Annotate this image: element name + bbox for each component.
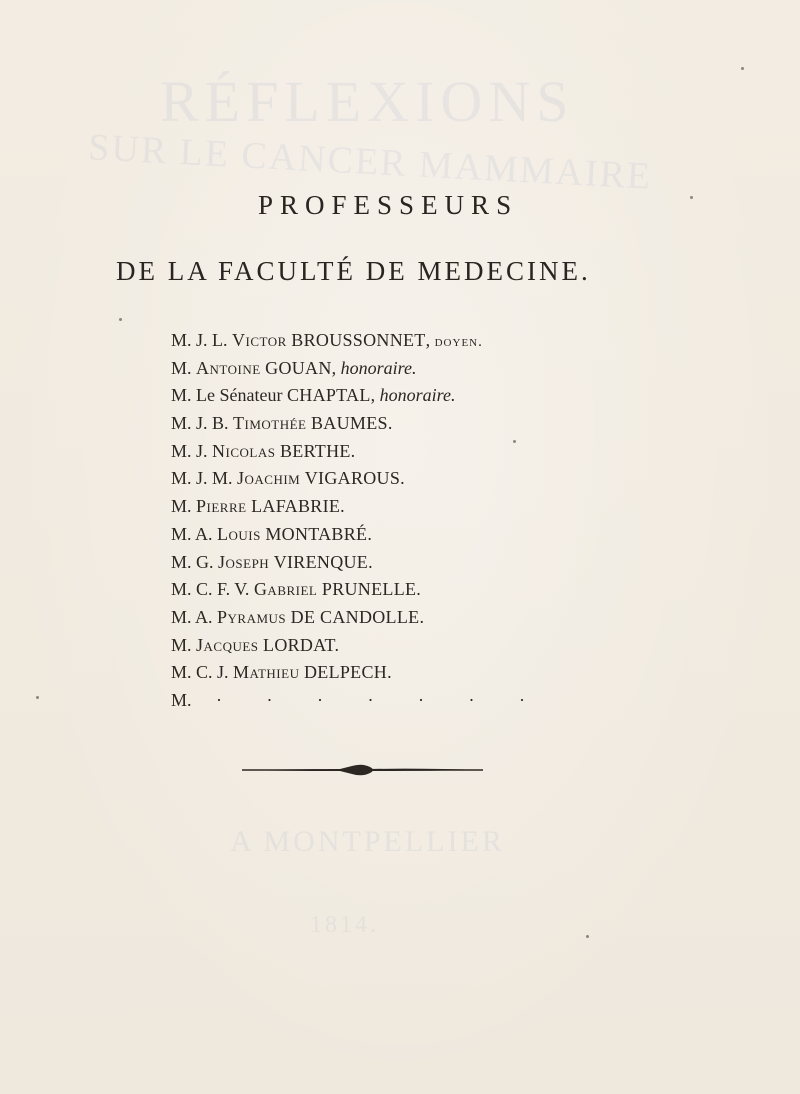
surname: CHAPTAL — [286, 385, 371, 406]
surname: VIRENQUE. — [273, 551, 373, 572]
name-prefix: M. A. — [171, 606, 213, 627]
name-prefix: M. J. — [171, 440, 208, 461]
surname: GOUAN — [265, 357, 332, 378]
list-item — [171, 687, 545, 715]
given-name: Antoine — [196, 357, 261, 378]
list-item — [171, 327, 545, 355]
page-title: PROFESSEURS — [258, 190, 519, 220]
given-name: Mathieu — [233, 662, 300, 683]
comma: , — [425, 330, 435, 350]
surname: DE CANDOLLE. — [290, 606, 425, 627]
list-item — [171, 438, 545, 466]
list-item — [171, 632, 545, 660]
surname: VIGAROUS. — [304, 468, 405, 489]
paper-speck — [513, 440, 516, 443]
bleed-through-text: 1814. — [310, 912, 379, 938]
name-prefix: M. J. L. — [171, 330, 228, 350]
surname: MONTABRÉ. — [265, 523, 373, 544]
placeholder-dots: · · · · · · · — [216, 689, 545, 710]
paper-speck — [36, 696, 39, 699]
paper-speck — [586, 935, 589, 938]
surname: PRUNELLE. — [321, 579, 422, 600]
comma: , — [331, 357, 341, 378]
name-prefix: M. — [171, 689, 192, 710]
surname: BAUMES. — [311, 413, 393, 434]
paper-speck — [119, 318, 122, 321]
comma: , — [370, 385, 380, 406]
professor-list — [171, 327, 545, 715]
name-prefix: M. — [171, 496, 192, 517]
surname: LORDAT. — [263, 634, 340, 655]
bleed-through-text: A MONTPELLIER — [230, 825, 505, 858]
bleed-through-text: RÉFLEXIONS — [160, 69, 575, 134]
name-prefix: M. Le Sénateur — [171, 385, 283, 406]
paper-speck — [741, 67, 744, 70]
given-name: Joachim — [237, 468, 301, 489]
surname: DELPECH. — [303, 662, 392, 683]
name-prefix: M. J. B. — [171, 413, 229, 434]
title-text: doyen. — [434, 334, 483, 350]
ornamental-rule — [240, 763, 485, 777]
surname: BERTHE. — [279, 440, 356, 461]
list-item — [171, 576, 545, 604]
given-name: Joseph — [218, 551, 270, 572]
page-subtitle: DE LA FACULTÉ DE MEDECINE. — [116, 256, 591, 286]
given-name: Pyramus — [217, 606, 287, 627]
given-name: Louis — [217, 523, 261, 544]
given-name: Victor — [232, 330, 287, 350]
name-prefix: M. — [171, 357, 192, 378]
given-name: Timothée — [233, 413, 307, 434]
list-item — [171, 493, 545, 521]
given-name: Nicolas — [212, 440, 276, 461]
list-item — [171, 604, 545, 632]
list-item — [171, 521, 545, 549]
paper-speck — [690, 196, 693, 199]
list-item — [171, 549, 545, 577]
name-prefix: M. A. — [171, 523, 213, 544]
list-item — [171, 382, 545, 410]
given-name: Pierre — [196, 496, 247, 517]
list-item — [171, 465, 545, 493]
name-prefix: M. C. F. V. — [171, 579, 250, 600]
bleed-through-text: SUR LE CANCER MAMMAIRE — [87, 126, 654, 198]
given-name: Jacques — [196, 634, 259, 655]
surname: LAFABRIE. — [251, 496, 345, 517]
title-text: honoraire. — [340, 357, 417, 378]
name-prefix: M. — [171, 634, 192, 655]
name-prefix: M. C. J. — [171, 662, 229, 683]
surname: BROUSSONNET — [291, 330, 426, 350]
list-item — [171, 659, 545, 687]
list-item — [171, 355, 545, 383]
given-name: Gabriel — [253, 579, 318, 600]
name-prefix: M. J. M. — [171, 468, 233, 489]
title-text: honoraire. — [379, 385, 456, 406]
name-prefix: M. G. — [171, 551, 214, 572]
list-item — [171, 410, 545, 438]
